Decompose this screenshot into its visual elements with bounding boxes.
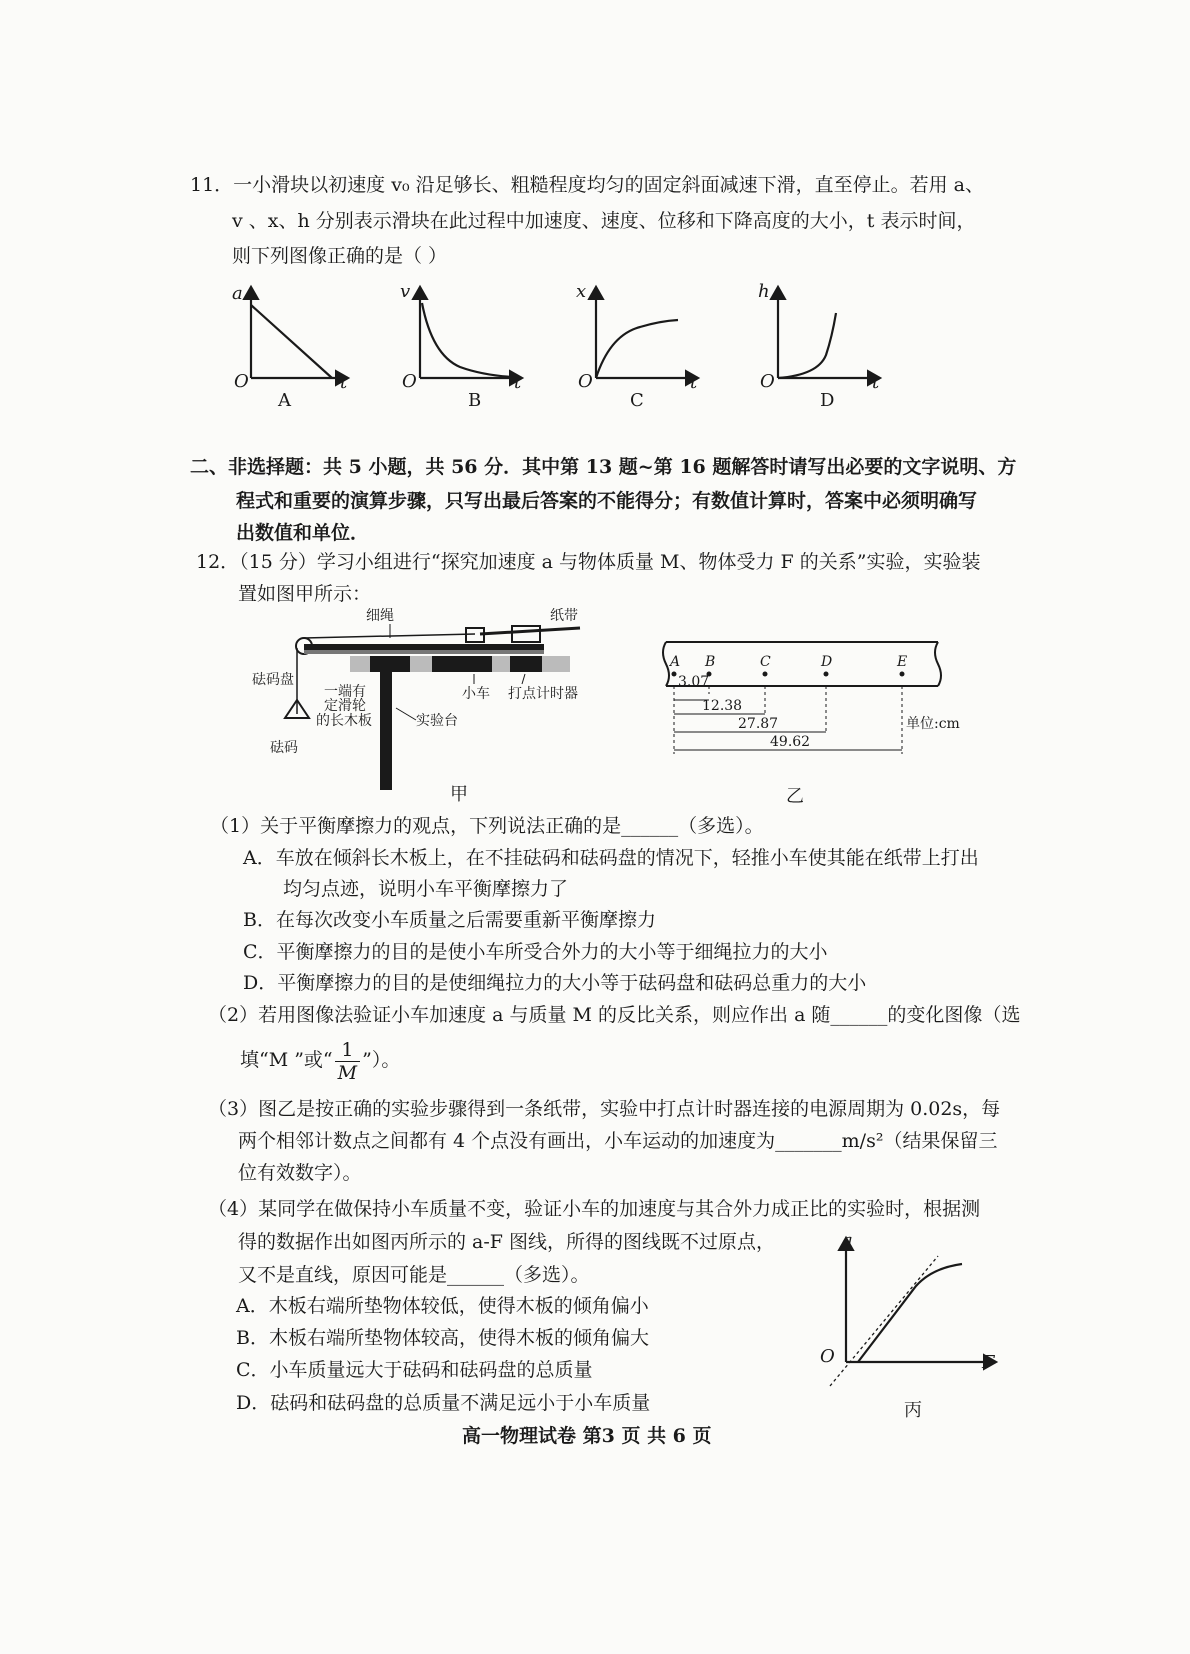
graph-b [400, 281, 522, 411]
graph-c-xlabel: t [690, 372, 698, 393]
fig-jia-caption: 甲 [450, 784, 468, 805]
fig-jia-pan-label: 砝码盘 [252, 672, 294, 688]
q11-line3: 则下列图像正确的是（ ） [232, 245, 448, 267]
p1-option-a-line1: A．车放在倾斜长木板上，在不挂砝码和砝码盘的情况下，轻推小车使其能在纸带上打出 [243, 847, 979, 869]
fig-jia-rope-label: 细绳 [366, 608, 394, 624]
p1-option-c: C．平衡摩擦力的目的是使小车所受合外力的大小等于细绳拉力的大小 [243, 941, 828, 963]
p1-option-b: B．在每次改变小车质量之后需要重新平衡摩擦力 [243, 909, 656, 931]
fig-bing-caption: 丙 [904, 1400, 922, 1421]
fig-jia [240, 604, 600, 804]
graph-d-xlabel: t [872, 372, 880, 393]
p4-line3: 又不是直线，原因可能是______（多选）。 [238, 1264, 590, 1286]
fig-jia-cart-label: 小车 [462, 686, 490, 702]
p2-fraction [335, 1039, 360, 1084]
tape-point-d: D [821, 654, 833, 670]
p4-line1: （4）某同学在做保持小车质量不变，验证小车的加速度与其合外力成正比的实验时，根据测 [208, 1198, 981, 1220]
graph-d-ylabel: h [758, 281, 770, 302]
fig-jia-timer-label: 打点计时器 [508, 686, 578, 702]
p3-line2: 两个相邻计数点之间都有 4 个点没有画出，小车运动的加速度为_______m/s²（结果保留三 [238, 1130, 998, 1152]
p4-option-b: B．木板右端所垫物体较高，使得木板的倾角偏大 [236, 1327, 649, 1349]
p1-stem: （1）关于平衡摩擦力的观点，下列说法正确的是______（多选）。 [210, 815, 764, 837]
graph-a-label: A [278, 390, 291, 411]
p2-fraction-num: 1 [335, 1039, 360, 1062]
graph-b-origin: O [402, 371, 417, 392]
q11-line2: v 、x、h 分别表示滑块在此过程中加速度、速度、位移和下降高度的大小，t 表示时间， [232, 210, 976, 232]
graph-c-origin: O [578, 371, 593, 392]
section2-line1: 二、非选择题：共 5 小题，共 56 分．其中第 13 题~第 16 题解答时请写出必要的文字说明、方 [190, 456, 1017, 478]
tape-point-c: C [760, 654, 771, 670]
graph-a-xlabel: t [340, 372, 348, 393]
p4-line2: 得的数据作出如图丙所示的 a-F 图线，所得的图线既不过原点， [238, 1231, 776, 1253]
graph-d [758, 281, 880, 411]
page-footer: 高一物理试卷 第3 页 共 6 页 [462, 1425, 712, 1447]
fig-jia-board-label-1: 一端有 [324, 684, 366, 700]
graph-a-ylabel: a [232, 283, 243, 304]
graph-a [232, 283, 348, 411]
fig-jia-board-label-3: 的长木板 [316, 713, 372, 729]
graph-d-label: D [820, 390, 835, 411]
fig-yi [650, 634, 960, 809]
section2-line2: 程式和重要的演算步骤，只写出最后答案的不能得分；有数值计算时，答案中必须明确写 [236, 490, 978, 512]
p2-fraction-den: M [337, 1061, 358, 1084]
fig-jia-table-label: 实验台 [416, 713, 458, 729]
fig-bing [812, 1232, 1012, 1422]
fig-jia-tape-label: 纸带 [550, 608, 578, 624]
graph-c [576, 281, 698, 411]
q11-graphs [220, 275, 920, 420]
graph-b-xlabel: t [514, 372, 522, 393]
fig-bing-ylabel: a [842, 1230, 853, 1251]
graph-b-label: B [468, 390, 482, 411]
p4-option-a: A．木板右端所垫物体较低，使得木板的倾角偏小 [236, 1295, 649, 1317]
p2-line2-pre: 填“M ”或“ [240, 1049, 333, 1071]
fig-jia-weight-label: 砝码 [270, 740, 298, 756]
graph-d-origin: O [760, 371, 775, 392]
fig-jia-board-label-2: 定滑轮 [324, 698, 366, 714]
tape-dist-ad: 27.87 [738, 716, 779, 732]
p1-option-a-line2: 均匀点迹，说明小车平衡摩擦力了 [283, 878, 569, 900]
p3-line1: （3）图乙是按正确的实验步骤得到一条纸带，实验中打点计时器连接的电源周期为 0.02s，每 [208, 1098, 1001, 1120]
p3-line3: 位有效数字）。 [238, 1162, 362, 1184]
graph-a-origin: O [234, 371, 249, 392]
section2-line3: 出数值和单位． [236, 522, 370, 544]
p4-option-d: D．砝码和砝码盘的总质量不满足远小于小车质量 [236, 1392, 651, 1414]
p2-line2-post: ”）。 [362, 1049, 401, 1071]
fig-bing-xlabel: F [982, 1352, 995, 1373]
tape-point-b: B [705, 654, 716, 670]
fig-bing-origin: O [820, 1346, 835, 1367]
tape-point-e: E [897, 654, 908, 670]
tape-dist-ab: 3.07 [678, 674, 710, 690]
graph-c-ylabel: x [576, 281, 587, 302]
p2-line1: （2）若用图像法验证小车加速度 a 与质量 M 的反比关系，则应作出 a 随______的变化图像（选 [208, 1004, 1021, 1026]
graph-b-ylabel: v [400, 281, 411, 302]
tape-unit: 单位:cm [906, 716, 960, 732]
q12-line2: 置如图甲所示： [238, 583, 372, 605]
q12-line1: 12．（15 分）学习小组进行“探究加速度 a 与物体质量 M、物体受力 F 的关系”实验，实验装 [196, 551, 981, 573]
p1-option-d: D．平衡摩擦力的目的是使细绳拉力的大小等于砝码盘和砝码总重力的大小 [243, 972, 867, 994]
graph-c-label: C [630, 390, 644, 411]
q11-line1: 11．一小滑块以初速度 v₀ 沿足够长、粗糙程度均匀的固定斜面减速下滑，直至停止。若用 a、 [190, 174, 984, 196]
p2-line2 [240, 1034, 400, 1086]
fig-yi-caption: 乙 [786, 786, 804, 807]
p4-option-c: C．小车质量远大于砝码和砝码盘的总质量 [236, 1359, 593, 1381]
tape-dist-ae: 49.62 [770, 734, 811, 750]
tape-dist-ac: 12.38 [702, 698, 743, 714]
tape-point-a: A [670, 654, 681, 670]
